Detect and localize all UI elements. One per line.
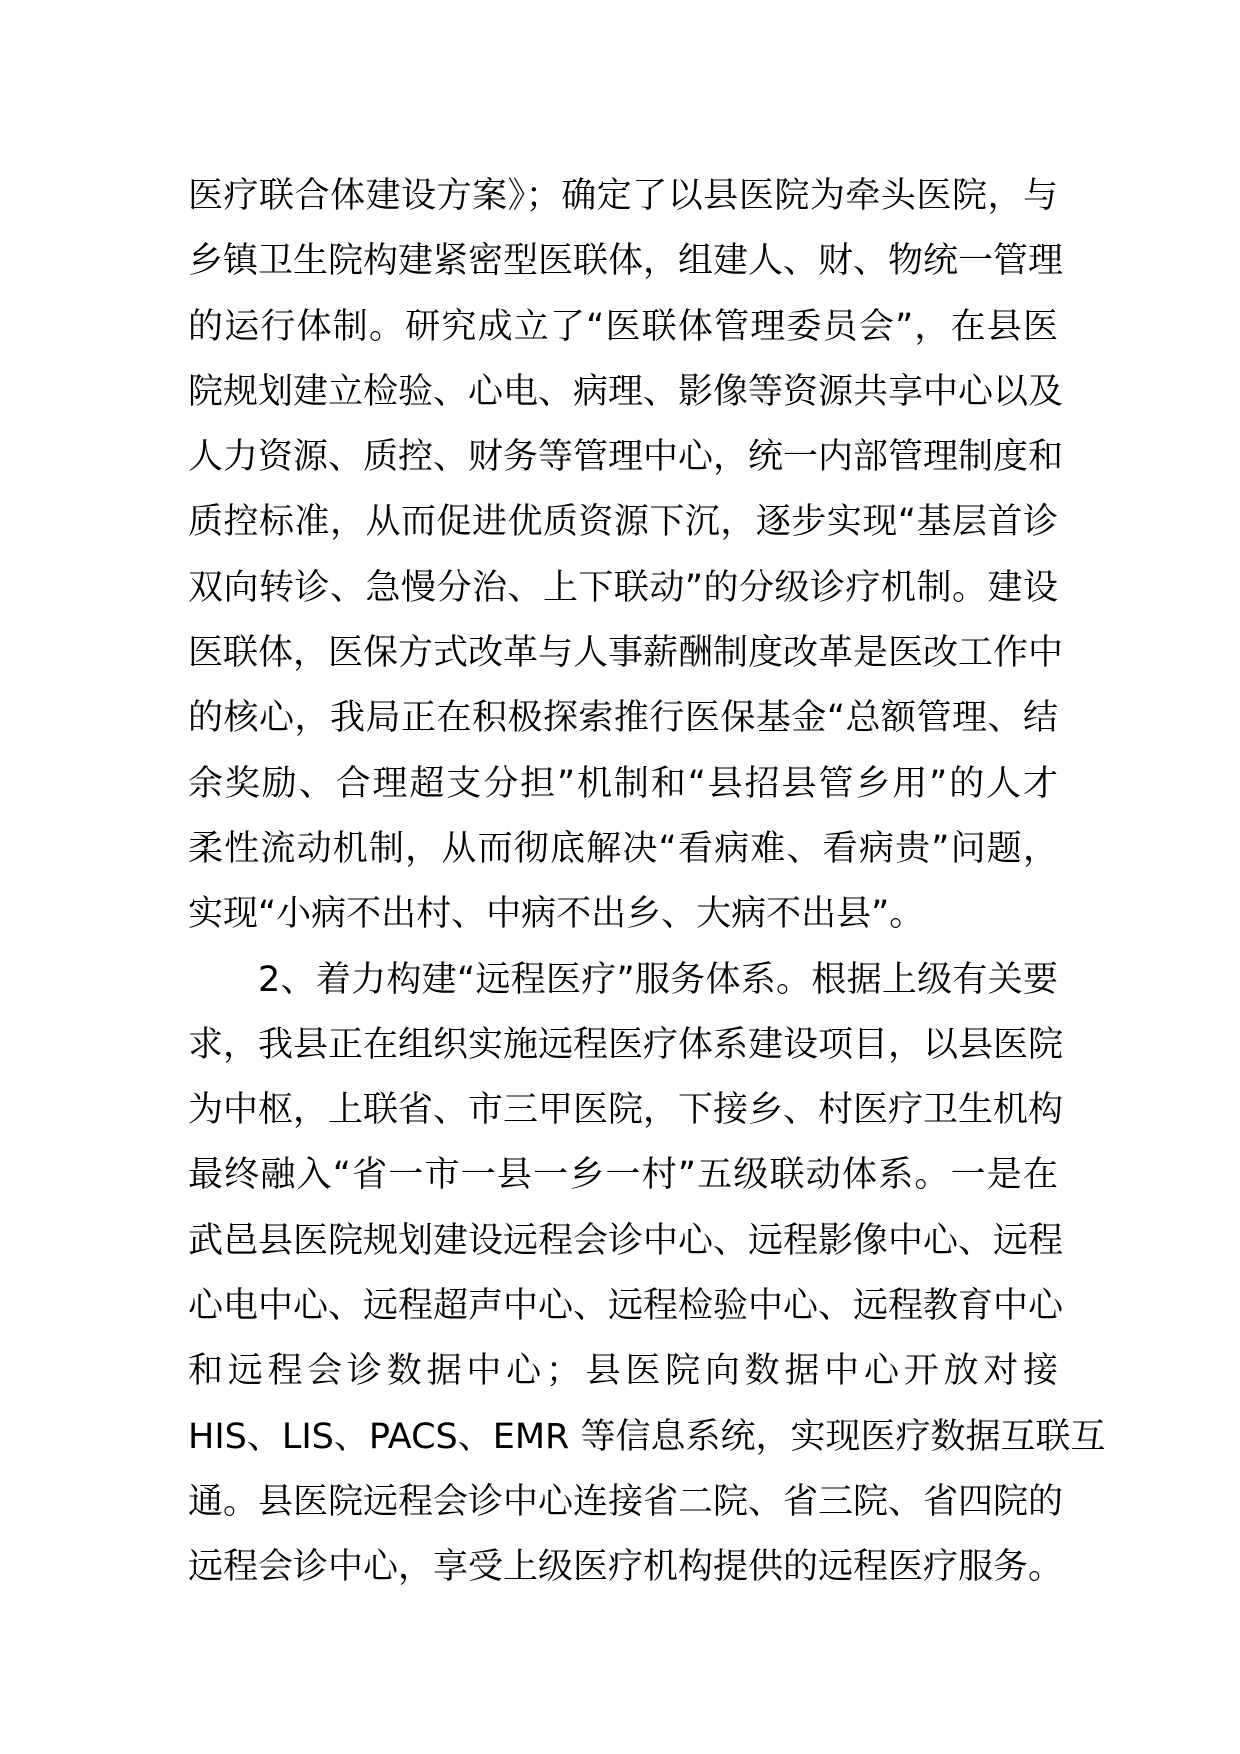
text-line-11: 柔性流动机制，从而彻底解决“看病难、看病贵”问题， (188, 828, 1058, 869)
text-line-3: 的运行体制。研究成立了“医联体管理委员会”，在县医 (188, 306, 1058, 347)
text-line-5: 人力资源、质控、财务等管理中心，统一内部管理制度和 (188, 437, 1064, 478)
text-line-6: 质控标准，从而促进优质资源下沉，逐步实现“基层首诊 (188, 502, 1058, 543)
text-line-9: 的核心，我局正在积极探索推行医保基金“总额管理、结 (188, 698, 1058, 739)
text-line-21: 通。县医院远程会诊中心连接省二院、省三院、省四院的 (188, 1481, 1064, 1522)
text-line-22: 远程会诊中心，享受上级医疗机构提供的远程医疗服务。 (188, 1547, 1064, 1588)
text-line-15: 为中枢，上联省、市三甲医院，下接乡、村医疗卫生机构 (188, 1090, 1064, 1131)
text-line-7: 双向转诊、急慢分治、上下联动”的分级诊疗机制。建设 (188, 567, 1058, 608)
text-line-16: 最终融入“省一市一县一乡一村”五级联动体系。一是在 (188, 1155, 1058, 1196)
text-line-4: 院规划建立检验、心电、病理、影像等资源共享中心以及 (188, 371, 1064, 412)
text-line-1: 医疗联合体建设方案》；确定了以县医院为牵头医院，与 (188, 176, 1058, 216)
text-line-19: 和远程会诊数据中心；县医院向数据中心开放对接 (188, 1351, 1058, 1392)
text-line-10: 余奖励、合理超支分担”机制和“县招县管乡用”的人才 (188, 763, 1058, 804)
text-line-20: HIS、LIS、PACS、EMR 等信息系统，实现医疗数据互联互 (188, 1416, 1106, 1457)
text-line-17: 武邑县医院规划建设远程会诊中心、远程影像中心、远程 (188, 1220, 1064, 1261)
text-line-18: 心电中心、远程超声中心、远程检验中心、远程教育中心 (188, 1286, 1064, 1327)
text-line-12: 实现“小病不出村、中病不出乡、大病不出县”。 (188, 894, 925, 935)
text-line-2: 乡镇卫生院构建紧密型医联体，组建人、财、物统一管理 (188, 241, 1064, 282)
text-line-13: 2、着力构建“远程医疗”服务体系。根据上级有关要 (258, 959, 1058, 1000)
text-line-8: 医联体，医保方式改革与人事薪酬制度改革是医改工作中 (188, 633, 1064, 674)
body-text (188, 164, 1106, 1601)
text-line-14: 求，我县正在组织实施远程医疗体系建设项目，以县医院 (188, 1024, 1064, 1065)
